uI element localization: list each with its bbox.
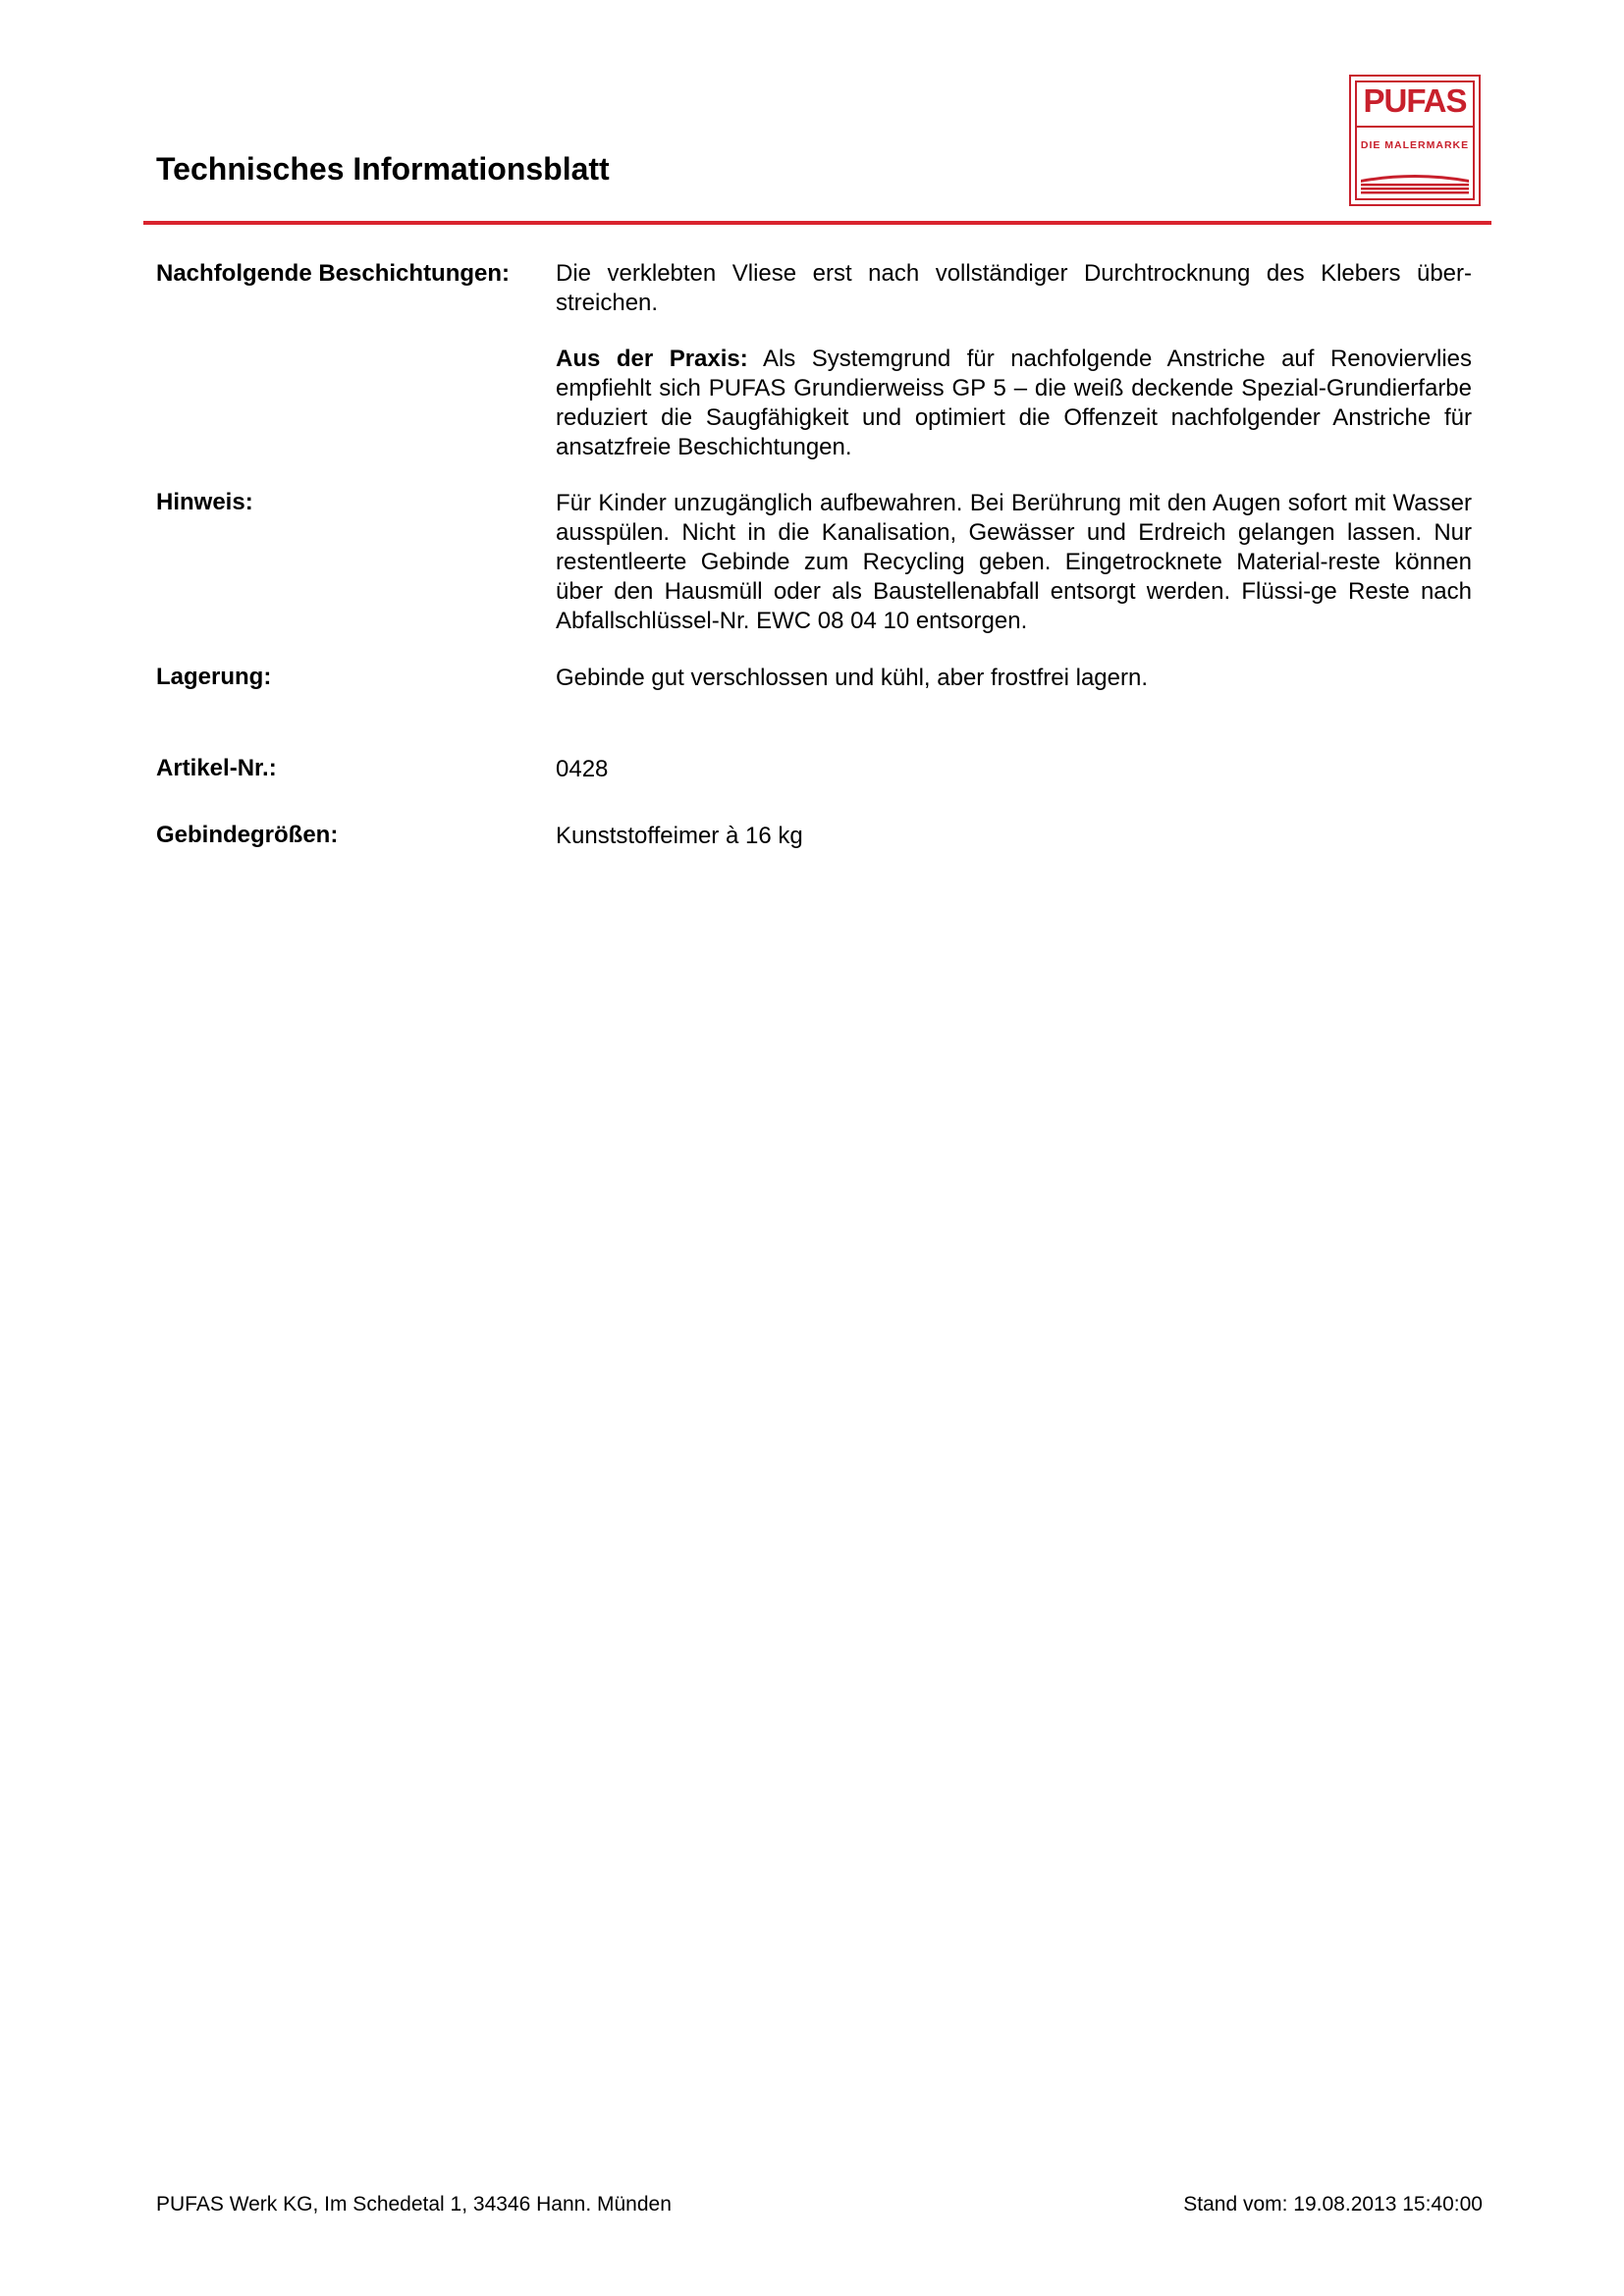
logo-separator [1355, 126, 1475, 128]
text-gebindegroessen: Kunststoffeimer à 16 kg [556, 823, 803, 849]
text-artikel-nr: 0428 [556, 756, 609, 782]
footer-date: Stand vom: 19.08.2013 15:40:00 [1183, 2193, 1483, 2216]
text-lagerung: Gebinde gut verschlossen und kühl, aber frostfrei lagern. [556, 665, 1149, 691]
pufas-logo [1349, 75, 1481, 206]
text-aus-der-praxis [556, 345, 1472, 462]
aus-der-praxis-body: Als Systemgrund für nachfolgende Anstriche auf Renoviervlies empfiehlt sich PUFAS Grundierweiss GP 5 – die weiß deckende Spezial-Grundierfarbe reduziert die Saugfähigkeit und optimiert die Offenzeit nachfolgender Anstriche für ansatzfreie Beschichtungen. [556, 346, 1473, 460]
aus-der-praxis-lead: Aus der Praxis: [556, 346, 748, 372]
label-artikel-nr: Artikel-Nr.: [156, 755, 277, 781]
page-title: Technisches Informationsblatt [156, 151, 610, 187]
label-nachfolgende-beschichtungen: Nachfolgende Beschichtungen: [156, 260, 511, 287]
label-lagerung: Lagerung: [156, 664, 272, 690]
header-rule [143, 221, 1491, 225]
label-hinweis: Hinweis: [156, 489, 253, 515]
label-gebindegroessen: Gebindegrößen: [156, 822, 339, 848]
text-nachfolgende-beschichtungen: Die verklebten Vliese erst nach vollständiger Durchtrocknung des Klebers über-streichen. [556, 260, 1472, 316]
text-hinweis: Für Kinder unzugänglich aufbewahren. Bei Berührung mit den Augen sofort mit Wasser ausspülen. Nicht in die Kanalisation, Gewässer und Erdreich gelangen lassen. Nur restentleerte Gebinde zum Recycling geben. Eingetrocknete Material-reste können über den Hausmüll oder als Baustellenabfall entsorgt werden. Flüssi-ge Reste nach Abfallschlüssel-Nr. EWC 08 04 10 entsorgen. [556, 490, 1472, 634]
footer-address: PUFAS Werk KG, Im Schedetal 1, 34346 Hann. Münden [156, 2193, 672, 2216]
logo-brand: PUFAS [1363, 82, 1467, 119]
logo-stripes-icon [1357, 168, 1473, 195]
logo-tagline: DIE MALERMARKE [1360, 139, 1470, 151]
